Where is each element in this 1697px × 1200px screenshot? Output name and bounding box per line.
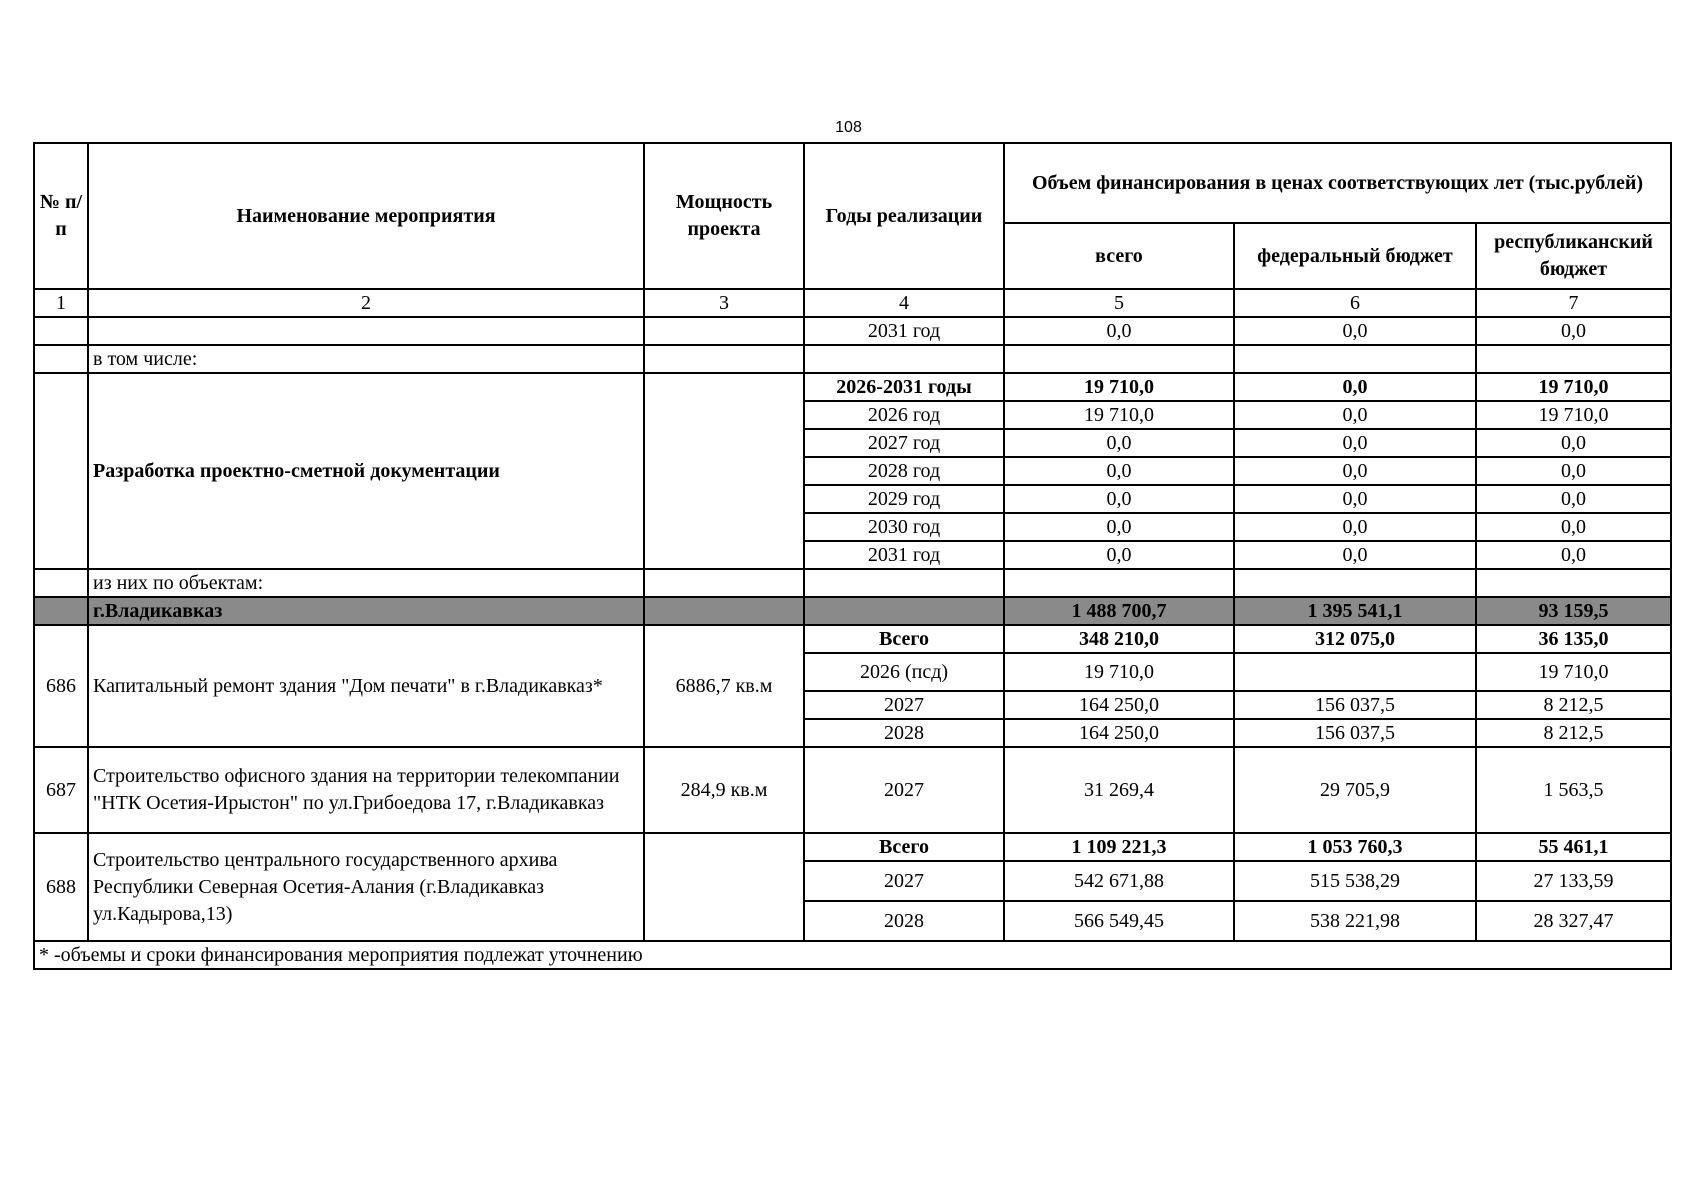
federal-cell: 0,0 — [1234, 373, 1476, 401]
republic-cell: 0,0 — [1476, 317, 1671, 345]
table-row — [34, 345, 1671, 373]
republic-cell: 19 710,0 — [1476, 653, 1671, 691]
republic-cell: 0,0 — [1476, 457, 1671, 485]
item-capacity: 284,9 кв.м — [644, 747, 804, 833]
item-number: 688 — [34, 833, 88, 941]
total-cell: 542 671,88 — [1004, 861, 1234, 901]
federal-cell: 538 221,98 — [1234, 901, 1476, 941]
header-capacity: Мощность проекта — [644, 143, 804, 289]
table-row — [34, 317, 1671, 345]
federal-cell: 312 075,0 — [1234, 625, 1476, 653]
table-row — [34, 747, 1671, 833]
city-name: г.Владикавказ — [88, 597, 644, 625]
col-number: 3 — [644, 289, 804, 317]
year-cell: 2027 — [804, 747, 1004, 833]
total-cell: 1 109 221,3 — [1004, 833, 1234, 861]
federal-cell: 1 395 541,1 — [1234, 597, 1476, 625]
including-label: в том числе: — [88, 345, 644, 373]
col-number: 1 — [34, 289, 88, 317]
total-cell: 0,0 — [1004, 317, 1234, 345]
financing-table — [33, 142, 1672, 970]
item-number: 687 — [34, 747, 88, 833]
page-number: 108 — [835, 119, 862, 136]
year-cell: 2029 год — [804, 485, 1004, 513]
column-numbers-row — [34, 289, 1671, 317]
republic-cell: 19 710,0 — [1476, 373, 1671, 401]
table-row — [34, 569, 1671, 597]
header-republic: республиканский бюджет — [1476, 223, 1671, 289]
total-cell: 164 250,0 — [1004, 691, 1234, 719]
total-cell: 19 710,0 — [1004, 401, 1234, 429]
item-capacity: 6886,7 кв.м — [644, 625, 804, 747]
republic-cell: 0,0 — [1476, 485, 1671, 513]
federal-cell: 0,0 — [1234, 485, 1476, 513]
table-row — [34, 833, 1671, 861]
republic-cell: 0,0 — [1476, 429, 1671, 457]
federal-cell: 0,0 — [1234, 401, 1476, 429]
header-funding: Объем финансирования в ценах соответствующих лет (тыс.рублей) — [1004, 143, 1671, 223]
year-cell: 2031 год — [804, 317, 1004, 345]
year-cell: 2027 — [804, 691, 1004, 719]
header-name: Наименование мероприятия — [88, 143, 644, 289]
total-cell: 19 710,0 — [1004, 653, 1234, 691]
year-cell: 2026 (псд) — [804, 653, 1004, 691]
total-cell: 348 210,0 — [1004, 625, 1234, 653]
header-total: всего — [1004, 223, 1234, 289]
col-number: 6 — [1234, 289, 1476, 317]
header-years: Годы реализации — [804, 143, 1004, 289]
total-cell: 0,0 — [1004, 457, 1234, 485]
republic-cell: 0,0 — [1476, 513, 1671, 541]
item-name: Капитальный ремонт здания "Дом печати" в г.Владикавказ* — [88, 625, 644, 747]
footnote: * -объемы и сроки финансирования мероприятия подлежат уточнению — [34, 941, 1671, 969]
year-cell: Всего — [804, 833, 1004, 861]
col-number: 4 — [804, 289, 1004, 317]
table-row — [34, 625, 1671, 653]
design-docs-name: Разработка проектно-сметной документации — [88, 373, 644, 569]
item-number: 686 — [34, 625, 88, 747]
year-cell: 2031 год — [804, 541, 1004, 569]
total-cell: 1 488 700,7 — [1004, 597, 1234, 625]
federal-cell: 0,0 — [1234, 429, 1476, 457]
item-capacity — [644, 833, 804, 941]
city-subtotal-row — [34, 597, 1671, 625]
republic-cell: 93 159,5 — [1476, 597, 1671, 625]
table-row — [34, 373, 1671, 401]
republic-cell: 28 327,47 — [1476, 901, 1671, 941]
republic-cell: 1 563,5 — [1476, 747, 1671, 833]
federal-cell: 0,0 — [1234, 457, 1476, 485]
federal-cell: 0,0 — [1234, 541, 1476, 569]
footnote-row — [34, 941, 1671, 969]
col-number: 5 — [1004, 289, 1234, 317]
republic-cell: 0,0 — [1476, 541, 1671, 569]
item-name: Строительство центрального государственного архива Республики Северная Осетия-Алания (г.Владикавказ ул.Кадырова,13) — [88, 833, 644, 941]
header-federal: федеральный бюджет — [1234, 223, 1476, 289]
total-cell: 19 710,0 — [1004, 373, 1234, 401]
federal-cell: 0,0 — [1234, 317, 1476, 345]
year-cell: Всего — [804, 625, 1004, 653]
year-cell: 2028 — [804, 719, 1004, 747]
header-num: № п/п — [34, 143, 88, 289]
total-cell: 164 250,0 — [1004, 719, 1234, 747]
objects-label: из них по объектам: — [88, 569, 644, 597]
federal-cell — [1234, 653, 1476, 691]
total-cell: 566 549,45 — [1004, 901, 1234, 941]
total-cell: 0,0 — [1004, 541, 1234, 569]
year-cell: 2028 год — [804, 457, 1004, 485]
col-number: 7 — [1476, 289, 1671, 317]
year-cell: 2026 год — [804, 401, 1004, 429]
republic-cell: 55 461,1 — [1476, 833, 1671, 861]
total-cell: 0,0 — [1004, 513, 1234, 541]
republic-cell: 8 212,5 — [1476, 719, 1671, 747]
federal-cell: 1 053 760,3 — [1234, 833, 1476, 861]
year-cell: 2028 — [804, 901, 1004, 941]
year-cell: 2027 — [804, 861, 1004, 901]
total-cell: 31 269,4 — [1004, 747, 1234, 833]
republic-cell: 36 135,0 — [1476, 625, 1671, 653]
republic-cell: 8 212,5 — [1476, 691, 1671, 719]
total-cell: 0,0 — [1004, 429, 1234, 457]
federal-cell: 0,0 — [1234, 513, 1476, 541]
republic-cell: 19 710,0 — [1476, 401, 1671, 429]
federal-cell: 156 037,5 — [1234, 719, 1476, 747]
item-name: Строительство офисного здания на территории телекомпании "НТК Осетия-Ирыстон" по ул.Грибоедова 17, г.Владикавказ — [88, 747, 644, 833]
col-number: 2 — [88, 289, 644, 317]
year-cell: 2030 год — [804, 513, 1004, 541]
federal-cell: 156 037,5 — [1234, 691, 1476, 719]
total-cell: 0,0 — [1004, 485, 1234, 513]
federal-cell: 515 538,29 — [1234, 861, 1476, 901]
year-cell: 2027 год — [804, 429, 1004, 457]
federal-cell: 29 705,9 — [1234, 747, 1476, 833]
year-cell: 2026-2031 годы — [804, 373, 1004, 401]
republic-cell: 27 133,59 — [1476, 861, 1671, 901]
header-row-1 — [34, 143, 1671, 223]
